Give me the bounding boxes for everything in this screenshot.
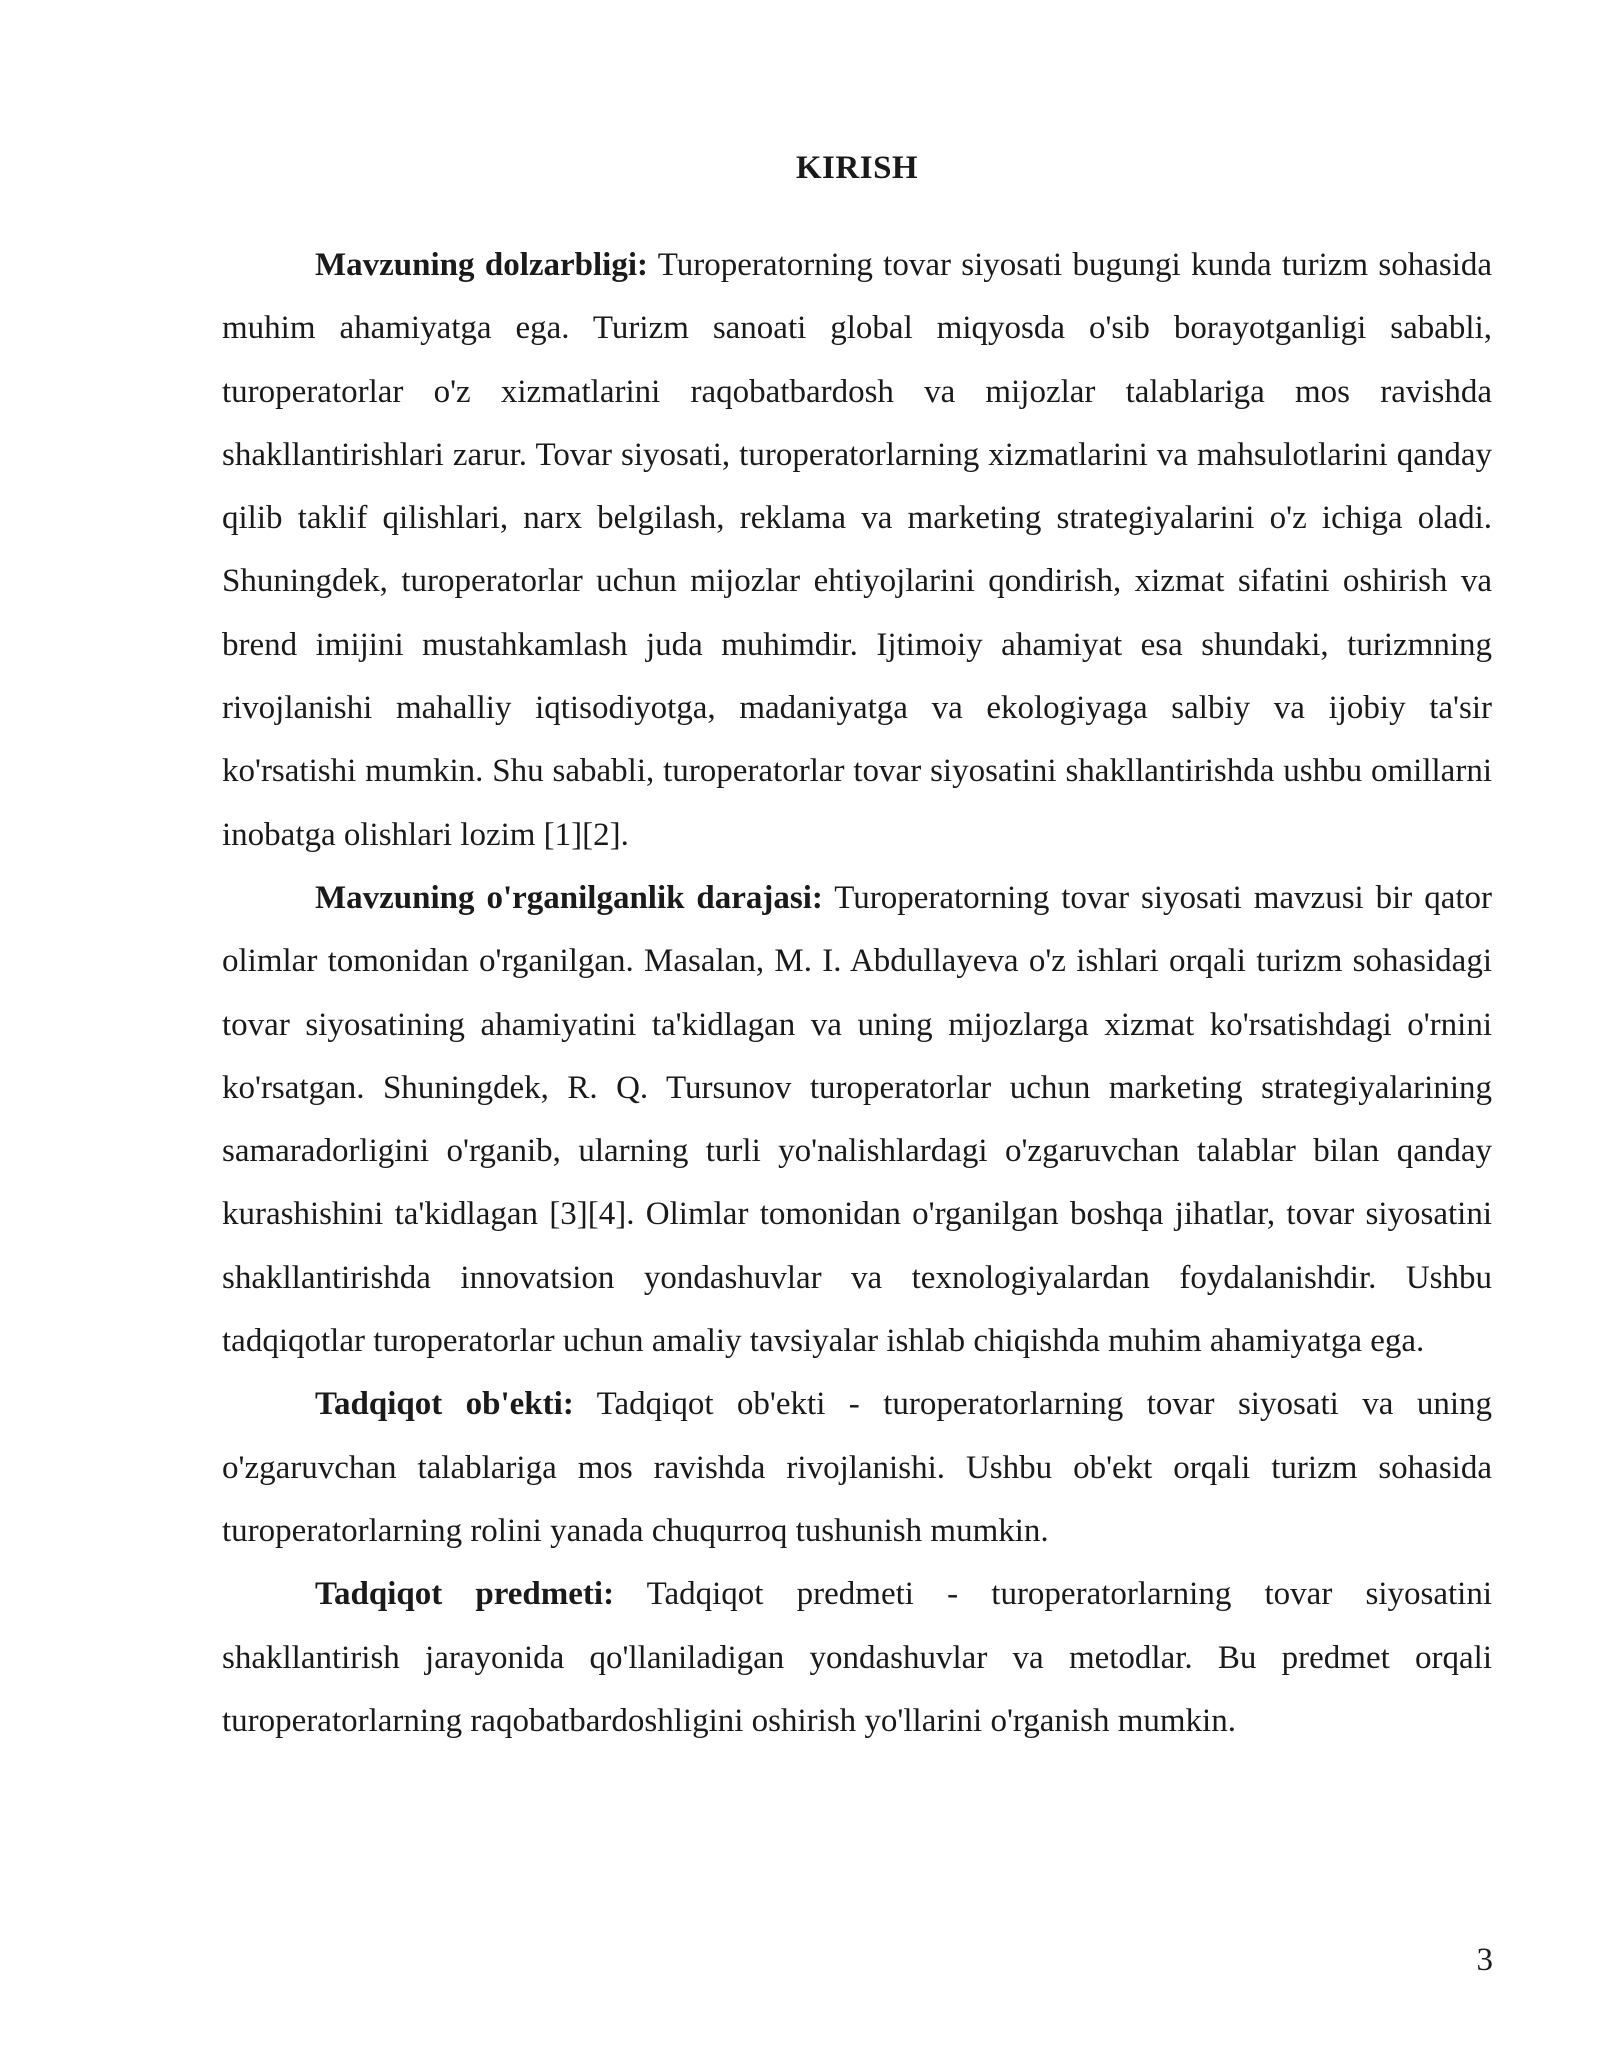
section-heading: KIRISH bbox=[795, 150, 919, 186]
paragraph-label: Tadqiqot predmeti: bbox=[315, 1576, 615, 1613]
paragraph-text: Turoperatorning tovar siyosati bugungi kunda turizm sohasida muhim ahamiyatga ega. Turizm sanoati global miqyosda o'sib borayotganligi sababli, turoperatorlar o'z xizmatlarini raqobatbardosh va mijozlar talablariga mos ravishda shakllantirishlari zarur. Tovar siyosati, turoperatorlarning xizmatlarini va mahsulotlarini qanday qilib taklif qilishlari, narx belgilash, reklama va marketing strategiyalarini o'z ichiga oladi. Shuningdek, turoperatorlar uchun mijozlar ehtiyojlarini qondirish, xizmat sifatini oshirish va brend imijini mustahkamlash juda muhimdir. Ijtimoiy ahamiyat esa shundaki, turizmning rivojlanishi mahalliy iqtisodiyotga, madaniyatga va ekologiyaga salbiy va ijobiy ta'sir ko'rsatishi mumkin. Shu sababli, turoperatorlar tovar siyosatini shakllantirishda ushbu omillarni inobatga olishlari lozim [1][2]. bbox=[222, 247, 1493, 853]
body-text bbox=[222, 234, 1492, 1753]
paragraph-text: Turoperatorning tovar siyosati mavzusi bir qator olimlar tomonidan o'rganilgan. Masalan, M. I. Abdullayeva o'z ishlari orqali turizm sohasidagi tovar siyosatining ahamiyatini ta'kidlagan va uning mijozlarga xizmat ko'rsatishdagi o'rnini ko'rsatgan. Shuningdek, R. Q. Tursunov turoperatorlar uchun marketing strategiyalarining samaradorligini o'rganib, ularning turli yo'nalishlardagi o'zgaruvchan talablar bilan qanday kurashishini ta'kidlagan [3][4]. Olimlar tomonidan o'rganilgan boshqa jihatlar, tovar siyosatini shakllantirishda innovatsion yondashuvlar va texnologiyalardan foydalanishdir. Ushbu tadqiqotlar turoperatorlar uchun amaliy tavsiyalar ishlab chiqishda muhim ahamiyatga ega. bbox=[222, 879, 1492, 1360]
paragraph-label: Tadqiqot ob'ekti: bbox=[315, 1386, 574, 1423]
paragraph-relevance bbox=[222, 234, 1492, 867]
page-number: 3 bbox=[1476, 1942, 1493, 1978]
paragraph-label: Mavzuning o'rganilganlik darajasi: bbox=[315, 879, 823, 916]
paragraph-label: Mavzuning dolzarbligi: bbox=[315, 247, 649, 283]
paragraph-study-degree bbox=[222, 867, 1492, 1373]
paragraph-research-subject bbox=[222, 1563, 1492, 1753]
paragraph-text: Tadqiqot predmeti - turoperatorlarning tovar siyosatini shakllantirish jarayonida qo'llaniladigan yondashuvlar va metodlar. Bu predmet orqali turoperatorlarning raqobatbardoshligini oshirish yo'llarini o'rganish mumkin. bbox=[222, 1576, 1492, 1739]
paragraph-research-object bbox=[222, 1373, 1492, 1563]
paragraph-text: Tadqiqot ob'ekti - turoperatorlarning tovar siyosati va uning o'zgaruvchan talablariga mos ravishda rivojlanishi. Ushbu ob'ekt orqali turizm sohasida turoperatorlarning rolini yanada chuqurroq tushunish mumkin. bbox=[222, 1386, 1492, 1549]
